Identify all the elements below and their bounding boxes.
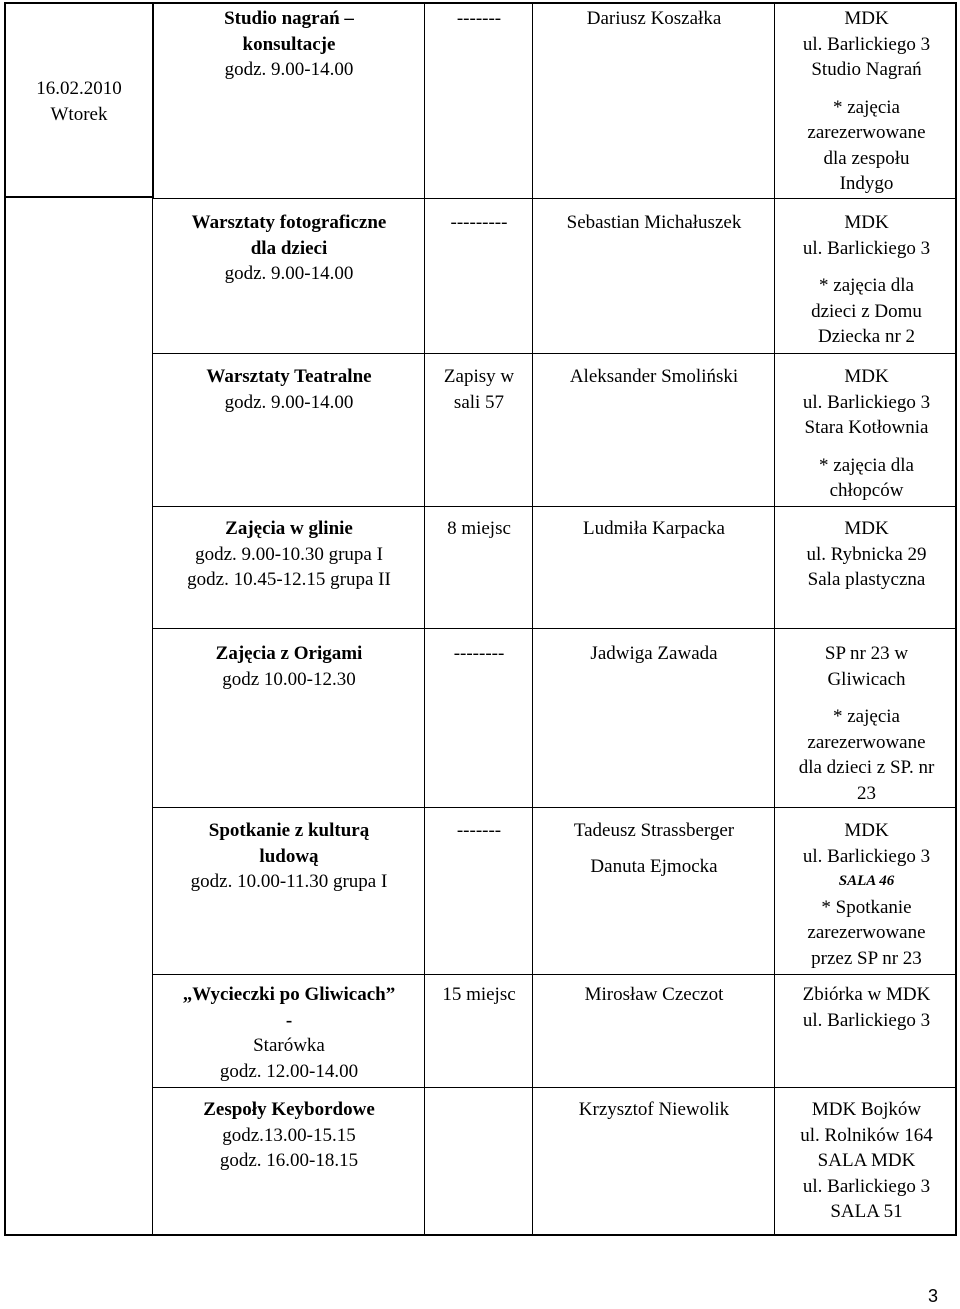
row-divider bbox=[152, 1087, 955, 1088]
instructor-name: Krzysztof Niewolik bbox=[578, 1099, 730, 1120]
place-line: MDK bbox=[844, 518, 889, 539]
place-line: ul. Rolników 164 bbox=[800, 1124, 933, 1146]
place-cell bbox=[776, 516, 957, 593]
note-line: * Spotkanie bbox=[821, 896, 912, 918]
event-cell bbox=[154, 982, 424, 1084]
place-line: SALA 51 bbox=[830, 1201, 903, 1222]
column-divider bbox=[152, 196, 153, 1234]
instructor-name: Ludmiła Karpacka bbox=[583, 518, 725, 539]
event-time: godz 10.00-12.30 bbox=[222, 668, 356, 690]
event-cell bbox=[154, 364, 424, 415]
limit-cell: -------- bbox=[453, 643, 505, 664]
note-line: * zajęcia dla bbox=[819, 275, 914, 296]
place-line: Sala plastyczna bbox=[807, 569, 926, 590]
event-title: Zajęcia z Origami bbox=[215, 643, 363, 664]
place-line: ul. Barlickiego 3 bbox=[802, 33, 931, 55]
event-time: godz. 9.00-14.00 bbox=[224, 263, 354, 284]
instructor-name: Danuta Ejmocka bbox=[590, 855, 718, 877]
place-cell bbox=[776, 210, 957, 350]
place-line: ul. Barlickiego 3 bbox=[802, 1175, 931, 1197]
place-line: ul. Barlickiego 3 bbox=[802, 845, 931, 867]
event-cell bbox=[154, 818, 424, 895]
note-line: zarezerwowane bbox=[807, 731, 926, 753]
place-line: MDK Bojków bbox=[811, 1099, 922, 1120]
event-title: Zajęcia w glinie bbox=[225, 518, 353, 539]
note-line: Dziecka nr 2 bbox=[817, 326, 916, 347]
instructor-cell bbox=[534, 516, 774, 542]
place-line: Stara Kotłownia bbox=[804, 417, 929, 438]
place-line: MDK bbox=[844, 8, 889, 29]
place-line: Studio Nagrań bbox=[811, 59, 922, 80]
event-cell bbox=[154, 516, 424, 593]
limit-cell: 15 miejsc bbox=[442, 984, 516, 1005]
event-title: „Wycieczki po Gliwicach” bbox=[182, 984, 396, 1005]
date-cell bbox=[6, 4, 154, 198]
event-time: godz. 10.45-12.15 grupa II bbox=[187, 569, 391, 590]
note-line: * zajęcia dla bbox=[819, 454, 914, 476]
event-title: Spotkanie z kulturą bbox=[208, 820, 370, 841]
instructor-name: Jadwiga Zawada bbox=[590, 643, 718, 664]
event-time: godz. 16.00-18.15 bbox=[219, 1150, 359, 1171]
instructor-name: Dariusz Koszałka bbox=[586, 8, 722, 29]
place-line: Zbiórka w MDK bbox=[802, 984, 931, 1005]
event-time: godz. 12.00-14.00 bbox=[219, 1060, 359, 1082]
event-subtitle: Starówka bbox=[253, 1035, 325, 1056]
schedule-table bbox=[4, 2, 957, 1236]
instructor-name: Mirosław Czeczot bbox=[584, 984, 724, 1005]
note-line: chłopców bbox=[829, 480, 904, 501]
event-title: dla dzieci bbox=[250, 237, 328, 259]
instructor-cell bbox=[534, 982, 774, 1008]
event-title: ludową bbox=[259, 845, 319, 867]
place-cell bbox=[776, 364, 957, 504]
event-title: Warsztaty Teatralne bbox=[206, 366, 372, 387]
event-time: godz. 9.00-14.00 bbox=[224, 391, 354, 413]
event-cell bbox=[154, 641, 424, 692]
column-divider bbox=[774, 4, 775, 1234]
row-divider bbox=[152, 506, 955, 507]
place-line: ul. Barlickiego 3 bbox=[802, 1009, 931, 1031]
note-line: dla dzieci z SP. nr bbox=[798, 757, 935, 778]
limit-cell: ------- bbox=[456, 8, 502, 29]
note-line: * zajęcia bbox=[833, 706, 900, 727]
instructor-cell bbox=[534, 1097, 774, 1123]
date-weekday: Wtorek bbox=[50, 104, 108, 125]
place-line: ul. Barlickiego 3 bbox=[802, 391, 931, 413]
event-title: Studio nagrań – bbox=[224, 8, 354, 29]
instructor-cell bbox=[534, 818, 774, 879]
instructor-name: Aleksander Smoliński bbox=[569, 366, 739, 387]
event-time: godz. 9.00-14.00 bbox=[224, 59, 354, 80]
place-line: Gliwicach bbox=[827, 668, 906, 690]
place-cell bbox=[776, 641, 957, 806]
instructor-cell bbox=[534, 641, 774, 667]
place-cell bbox=[776, 982, 957, 1033]
note-line: zarezerwowane bbox=[807, 922, 926, 943]
note-line: przez SP nr 23 bbox=[811, 947, 922, 969]
event-time: godz. 9.00-10.30 grupa I bbox=[195, 543, 383, 565]
event-title: Zespoły Keybordowe bbox=[203, 1099, 375, 1120]
instructor-cell bbox=[534, 364, 774, 390]
note-line: 23 bbox=[857, 782, 876, 804]
note-line: zarezerwowane bbox=[807, 122, 926, 143]
row-divider bbox=[152, 198, 955, 199]
event-title: konsultacje bbox=[242, 33, 336, 55]
event-title: Warsztaty fotograficzne bbox=[191, 212, 387, 233]
instructor-name: Tadeusz Strassberger bbox=[573, 820, 735, 841]
limit-cell: --------- bbox=[450, 212, 508, 233]
row-divider bbox=[152, 807, 955, 808]
place-cell bbox=[776, 6, 957, 197]
place-line: ul. Barlickiego 3 bbox=[802, 237, 931, 259]
place-line: SALA MDK bbox=[817, 1150, 916, 1171]
event-cell bbox=[154, 210, 424, 287]
column-divider bbox=[532, 4, 533, 1234]
place-cell bbox=[776, 818, 957, 971]
note-line: dzieci z Domu bbox=[811, 300, 922, 322]
limit-cell: Zapisy w sali 57 bbox=[443, 366, 515, 413]
place-line: MDK bbox=[844, 212, 889, 233]
row-divider bbox=[152, 974, 955, 975]
instructor-name: Sebastian Michałuszek bbox=[566, 212, 742, 233]
row-divider bbox=[152, 353, 955, 354]
note-line: Indygo bbox=[839, 173, 894, 194]
instructor-cell bbox=[534, 210, 774, 236]
event-cell bbox=[154, 1097, 424, 1174]
event-time: godz. 10.00-11.30 grupa I bbox=[190, 871, 388, 892]
row-divider bbox=[152, 628, 955, 629]
event-time: godz.13.00-15.15 bbox=[222, 1124, 356, 1146]
instructor-cell bbox=[534, 6, 774, 32]
date-day: 16.02.2010 bbox=[36, 78, 122, 99]
event-cell bbox=[154, 6, 424, 83]
place-line: MDK bbox=[844, 366, 889, 387]
column-divider bbox=[424, 4, 425, 1234]
page-number: 3 bbox=[927, 1286, 938, 1306]
room-label: SALA 46 bbox=[838, 873, 895, 889]
place-line: SP nr 23 w bbox=[824, 643, 909, 664]
limit-cell: ------- bbox=[456, 820, 502, 841]
limit-cell: 8 miejsc bbox=[447, 518, 511, 539]
place-line: ul. Rybnicka 29 bbox=[806, 543, 927, 565]
note-line: * zajęcia bbox=[833, 96, 900, 118]
note-line: dla zespołu bbox=[823, 147, 910, 169]
place-cell bbox=[776, 1097, 957, 1225]
event-title: - bbox=[285, 1009, 293, 1031]
place-line: MDK bbox=[844, 820, 889, 841]
